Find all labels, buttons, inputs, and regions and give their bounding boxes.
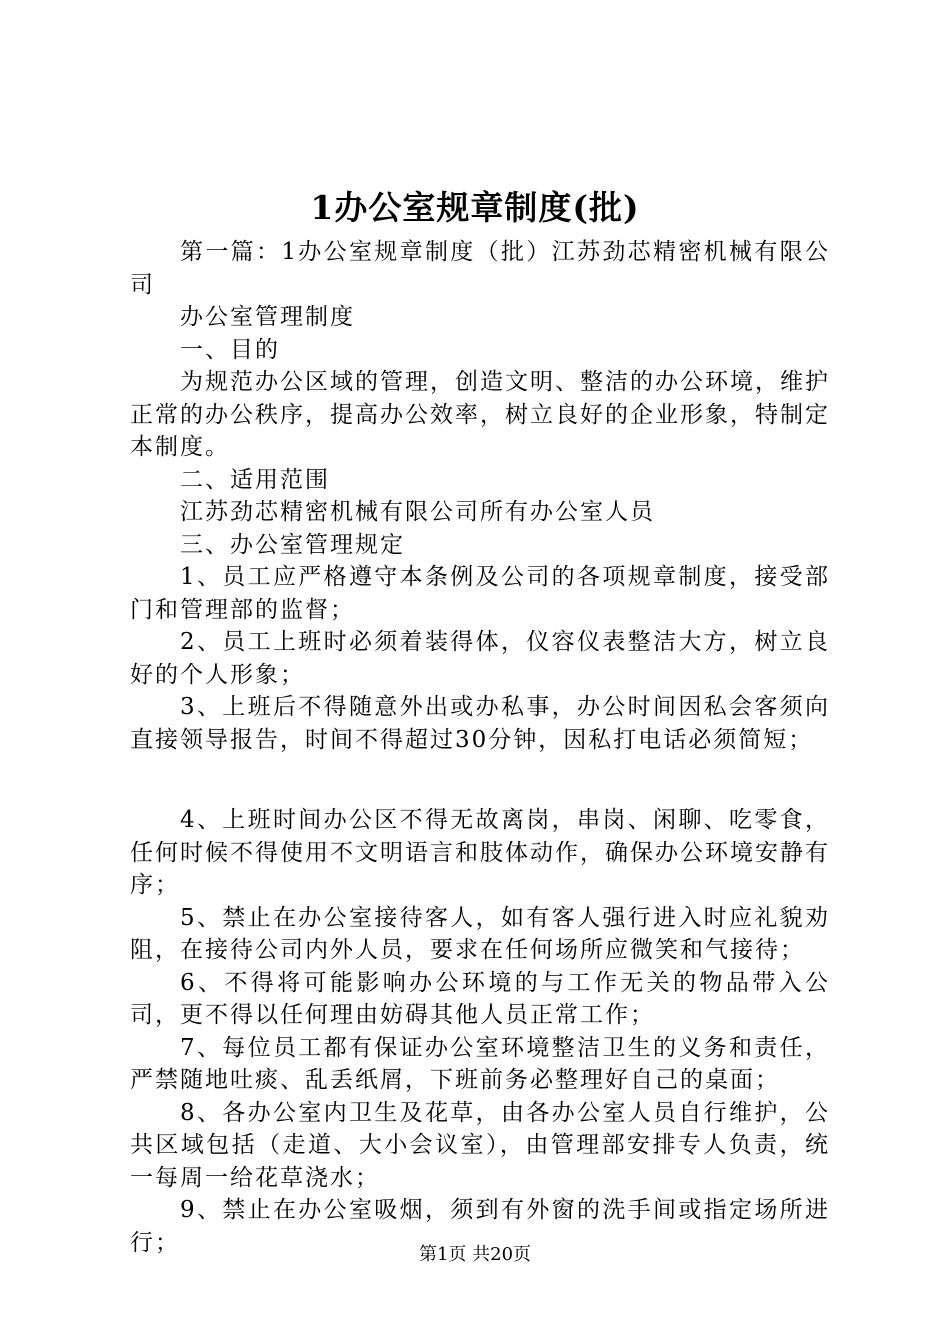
rule-item: 2、员工上班时必须着装得体，仪容仪表整洁大方，树立良好的个人形象； <box>130 629 830 688</box>
paragraph-gap <box>130 756 830 804</box>
section-heading-management: 办公室管理制度 <box>180 304 355 330</box>
rule-item: 4、上班时间办公区不得无故离岗，串岗、闲聊、吃零食，任何时候不得使用不文明语言和肢体动作，确保办公环境安静有序； <box>130 807 830 898</box>
rule-item: 6、不得将可能影响办公环境的与工作无关的物品带入公司，更不得以任何理由妨碍其他人员正常工作； <box>130 969 830 1028</box>
rule-item: 3、上班后不得随意外出或办私事，办公时间因私会客须向直接领导报告，时间不得超过30分钟，因私打电话必须简短； <box>130 694 830 753</box>
rule-item: 5、禁止在办公室接待客人，如有客人强行进入时应礼貌劝阻，在接待公司内外人员，要求在任何场所应微笑和气接待； <box>130 904 830 963</box>
rule-item: 8、各办公室内卫生及花草，由各办公室人员自行维护，公共区域包括（走道、大小会议室），由管理部安排专人负责，统一每周一给花草浇水； <box>130 1099 830 1191</box>
rule-item: 9、禁止在办公室吸烟，须到有外窗的洗手间或指定场所进行； <box>130 1197 830 1256</box>
page-number-footer: 第1页 共20页 <box>418 1244 532 1265</box>
rule-item: 1、员工应严格遵守本条例及公司的各项规章制度，接受部门和管理部的监督； <box>130 564 830 623</box>
section-heading-rules: 三、办公室管理规定 <box>180 531 405 558</box>
paragraph-purpose: 为规范办公区域的管理，创造文明、整洁的办公环境，维护正常的办公秩序，提高办公效率，树立良好的企业形象，特制定本制度。 <box>130 369 830 460</box>
paragraph-scope: 江苏劲芯精密机械有限公司所有办公室人员 <box>180 499 655 525</box>
rule-item: 7、每位员工都有保证办公室环境整洁卫生的义务和责任，严禁随地吐痰、乱丢纸屑，下班前务必整理好自己的桌面； <box>130 1034 830 1093</box>
paragraph-intro: 第一篇：1办公室规章制度（批）江苏劲芯精密机械有限公司 <box>130 239 830 298</box>
section-heading-purpose: 一、目的 <box>180 336 280 363</box>
section-heading-scope: 二、适用范围 <box>180 466 330 493</box>
document-title: 1办公室规章制度(批) <box>310 188 640 227</box>
document-body <box>130 236 830 1259</box>
